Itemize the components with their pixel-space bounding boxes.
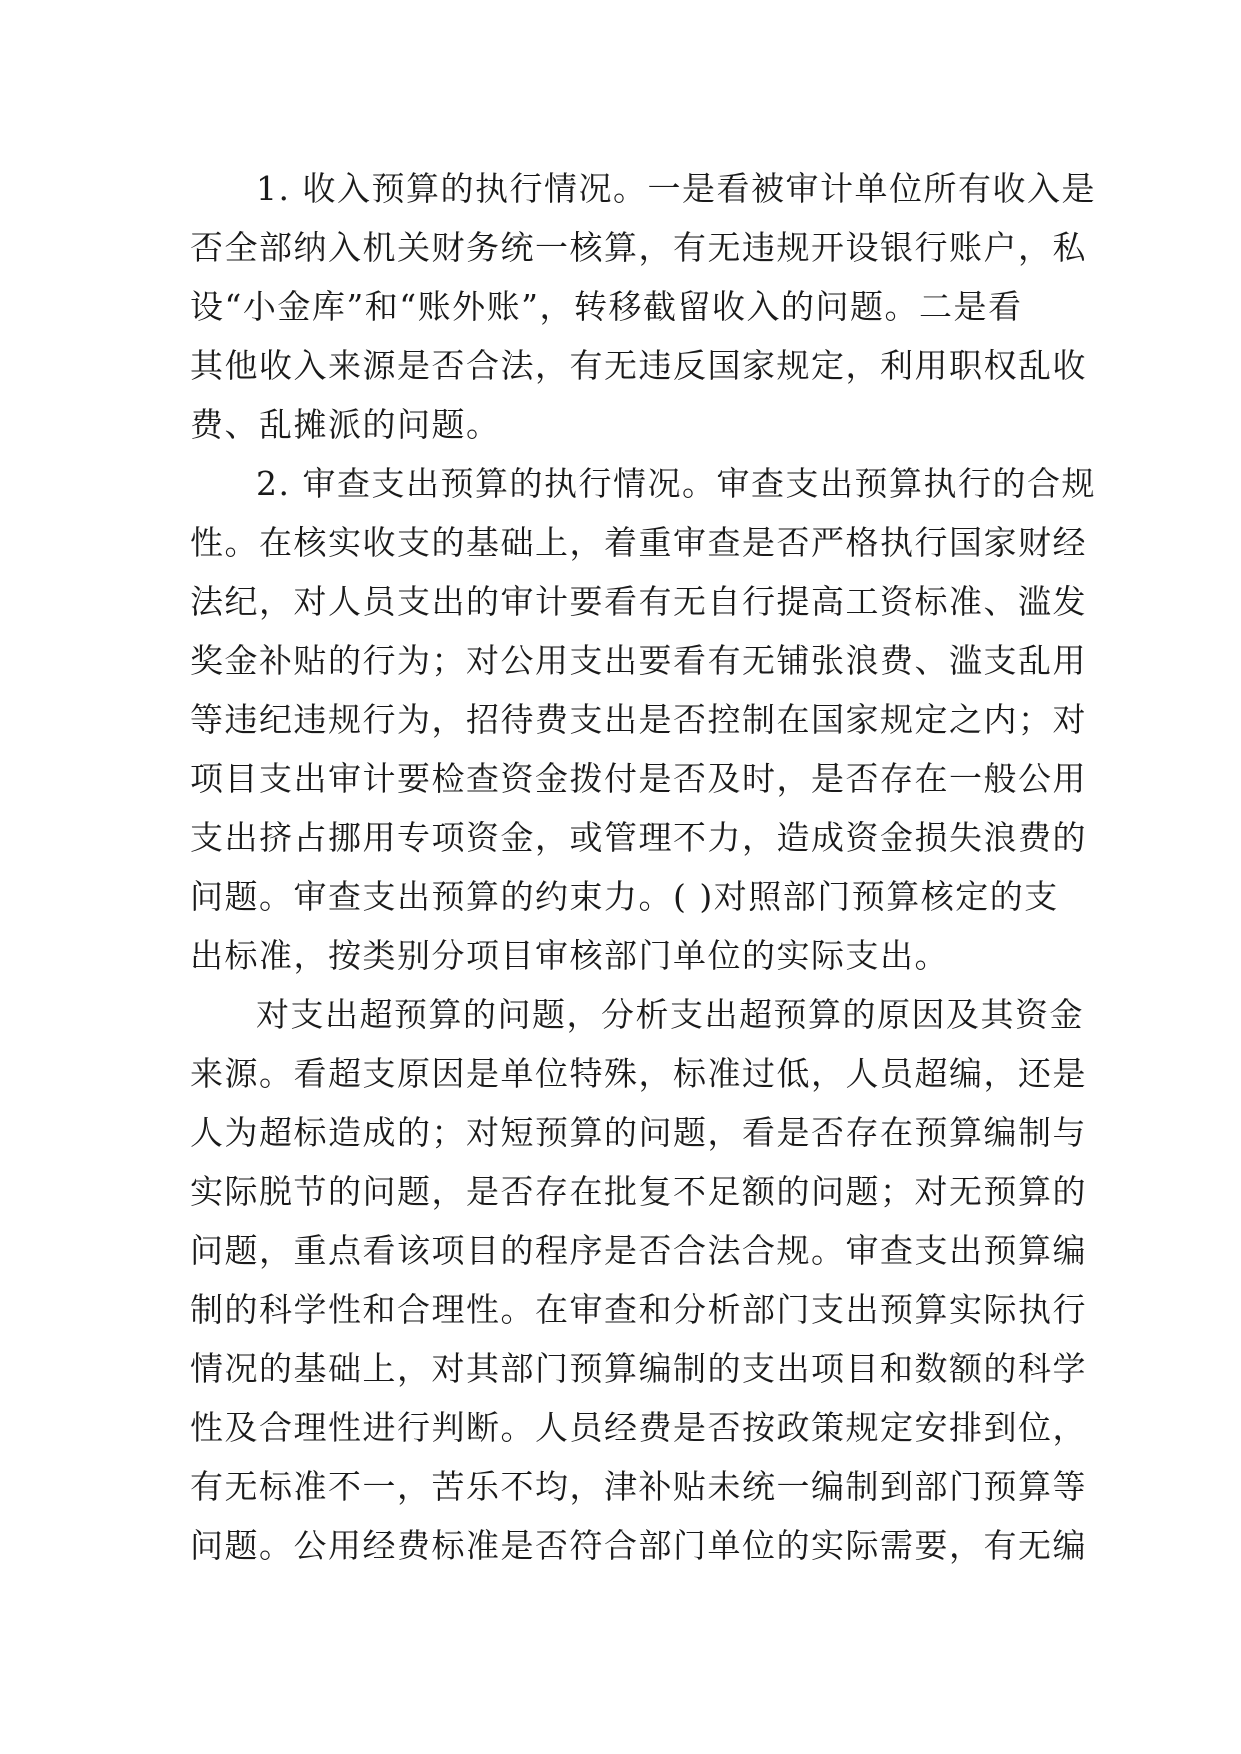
text-line: 否全部纳入机关财务统一核算，有无违规开设银行账户，私: [190, 228, 1087, 267]
text-line: 费、乱摊派的问题。: [190, 405, 501, 444]
text-line: 等违纪违规行为，招待费支出是否控制在国家规定之内；对: [190, 700, 1087, 739]
text-line: 1. 收入预算的执行情况。一是看被审计单位所有收入是: [256, 169, 1096, 208]
text-line: 情况的基础上，对其部门预算编制的支出项目和数额的科学: [190, 1349, 1087, 1388]
text-line: 2. 审查支出预算的执行情况。审查支出预算执行的合规: [256, 464, 1096, 503]
text-line: 问题。公用经费标准是否符合部门单位的实际需要，有无编: [190, 1526, 1087, 1565]
text-line: 奖金补贴的行为；对公用支出要看有无铺张浪费、滥支乱用: [190, 641, 1087, 680]
text-line: 项目支出审计要检查资金拨付是否及时，是否存在一般公用: [190, 759, 1087, 798]
text-line: 性及合理性进行判断。人员经费是否按政策规定安排到位，: [190, 1408, 1087, 1447]
paragraph-expenditure-budget: [190, 454, 1096, 985]
text-line: 出标准，按类别分项目审核部门单位的实际支出。: [190, 936, 949, 975]
text-line: 人为超标造成的；对短预算的问题，看是否存在预算编制与: [190, 1113, 1087, 1152]
text-line: 法纪，对人员支出的审计要看有无自行提高工资标准、滥发: [190, 582, 1087, 621]
body-text: [190, 159, 1096, 1575]
text-line: 支出挤占挪用专项资金，或管理不力，造成资金损失浪费的: [190, 818, 1087, 857]
text-line: 有无标准不一，苦乐不均，津补贴未统一编制到部门预算等: [190, 1467, 1087, 1506]
paragraph-over-budget: [190, 985, 1087, 1575]
text-line: 来源。看超支原因是单位特殊，标准过低，人员超编，还是: [190, 1054, 1087, 1093]
text-line: 实际脱节的问题，是否存在批复不足额的问题；对无预算的: [190, 1172, 1087, 1211]
text-line: 设“小金库”和“账外账”，转移截留收入的问题。二是看: [190, 287, 1023, 326]
text-line: 问题，重点看该项目的程序是否合法合规。审查支出预算编: [190, 1231, 1087, 1270]
text-line: 制的科学性和合理性。在审查和分析部门支出预算实际执行: [190, 1290, 1087, 1329]
text-line: 其他收入来源是否合法，有无违反国家规定，利用职权乱收: [190, 346, 1087, 385]
text-line: 性。在核实收支的基础上，着重审查是否严格执行国家财经: [190, 523, 1087, 562]
text-line: 对支出超预算的问题，分析支出超预算的原因及其资金: [256, 995, 1084, 1034]
paragraph-income-budget: [190, 159, 1096, 454]
text-line: 问题。审查支出预算的约束力。( )对照部门预算核定的支: [190, 877, 1059, 916]
